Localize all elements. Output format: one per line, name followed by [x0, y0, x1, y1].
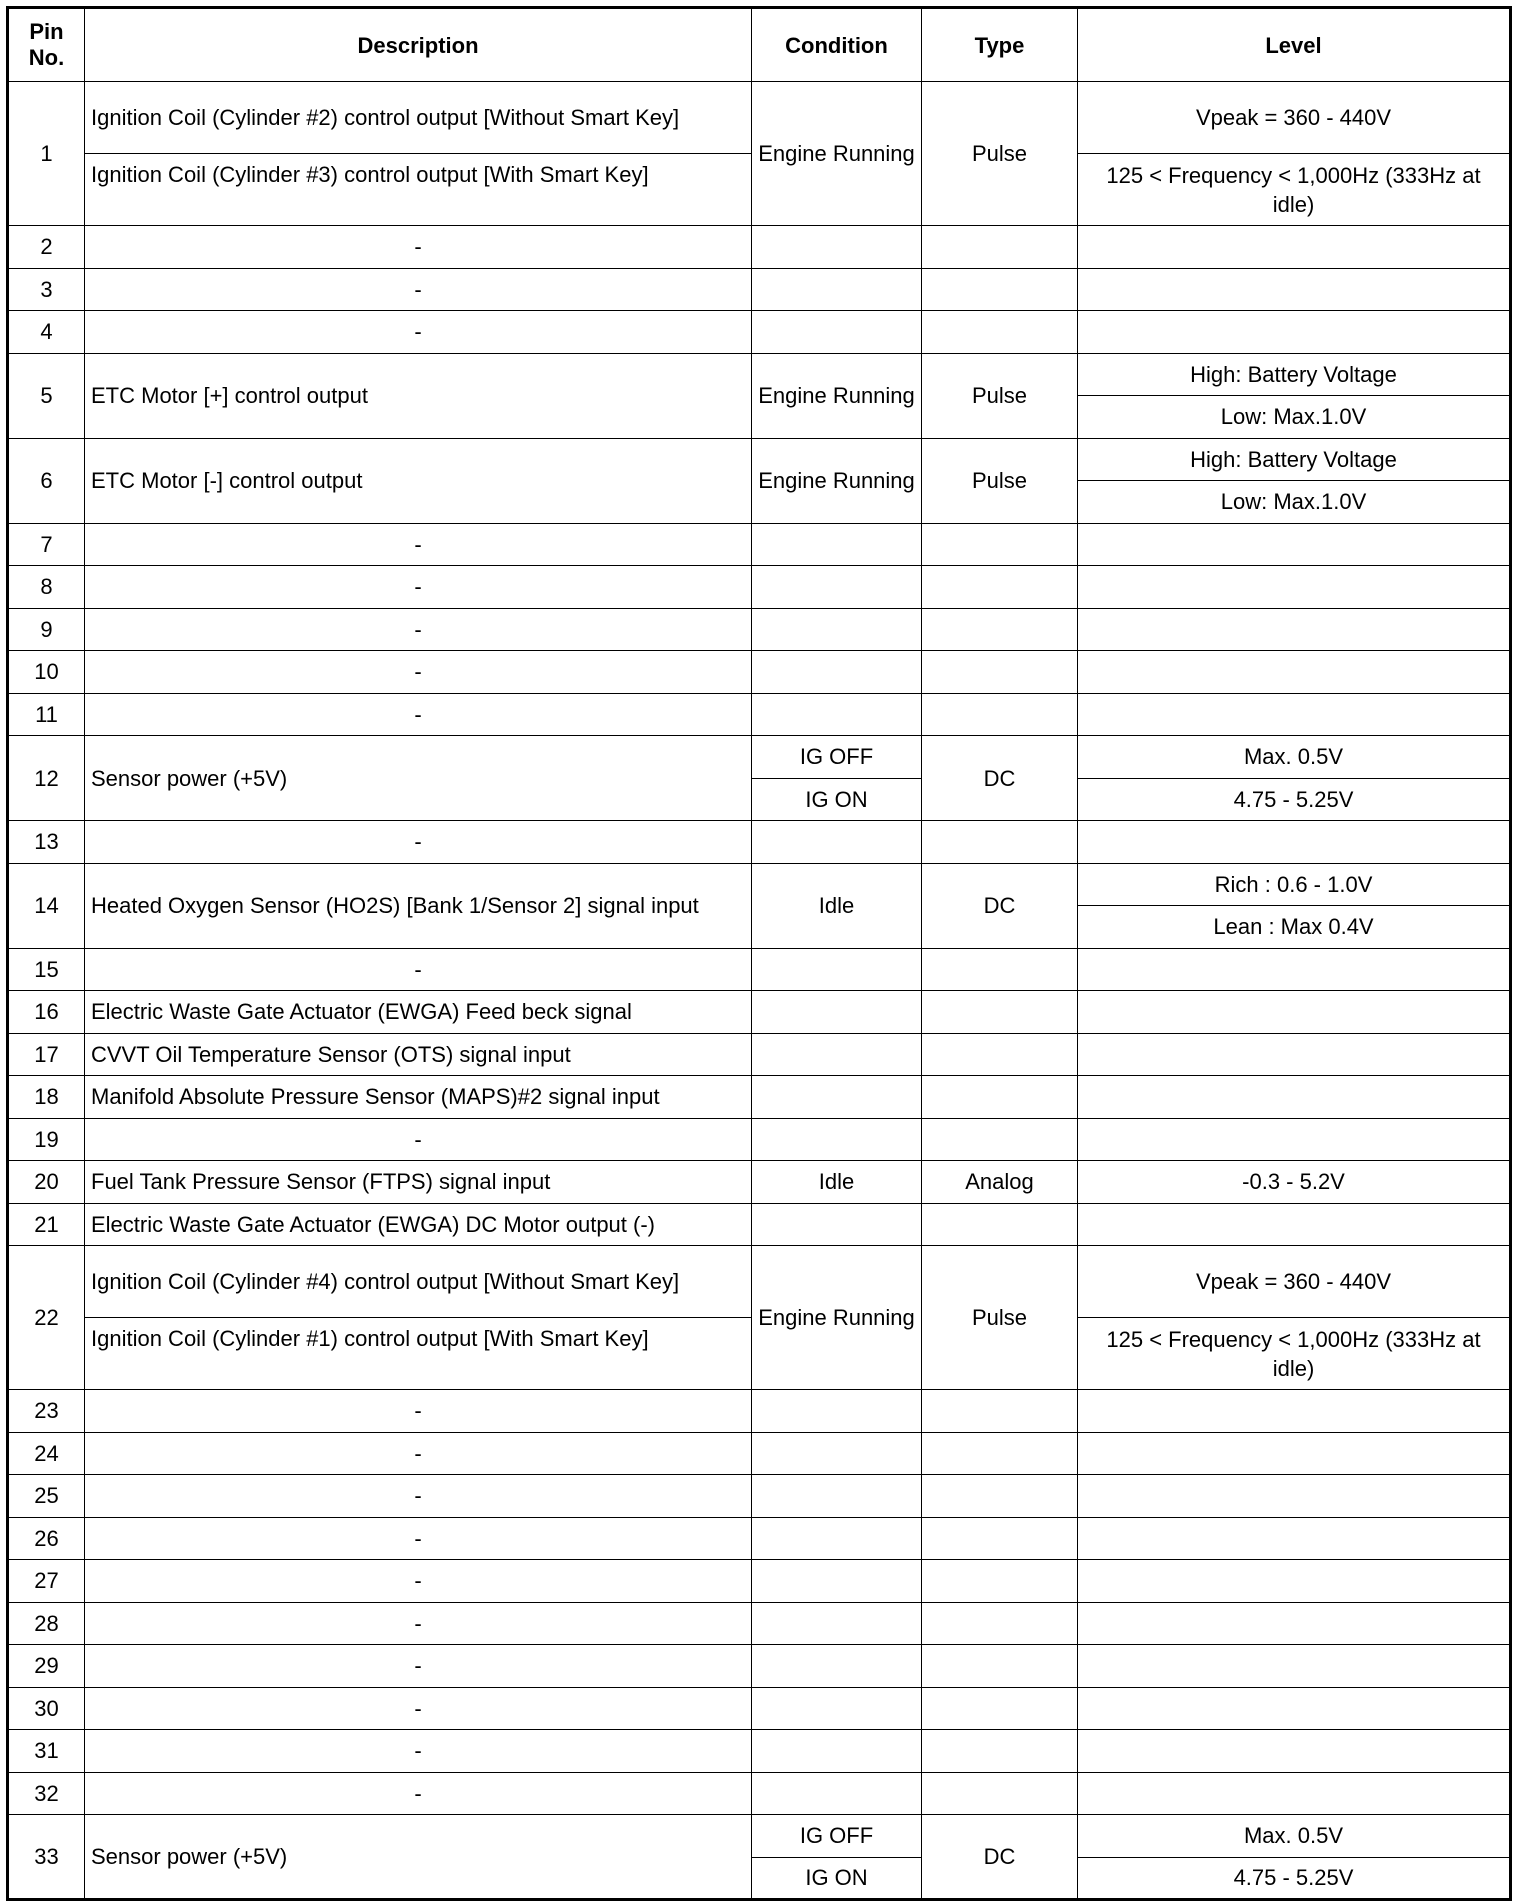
description-cell: Sensor power (+5V) [85, 736, 752, 821]
description-cell: - [85, 821, 752, 864]
pin-number: 2 [8, 226, 85, 269]
condition-cell [752, 1475, 922, 1518]
pin-number: 29 [8, 1645, 85, 1688]
pin-number: 26 [8, 1517, 85, 1560]
condition-cell [752, 991, 922, 1034]
level-cell [1078, 991, 1511, 1034]
condition-cell [752, 1730, 922, 1773]
type-cell: Pulse [922, 82, 1078, 226]
condition-cell: Engine Running [752, 353, 922, 438]
table-row [8, 1475, 1511, 1518]
pin-number: 23 [8, 1390, 85, 1433]
description-cell: - [85, 268, 752, 311]
pin-number: 28 [8, 1602, 85, 1645]
pin-number: 20 [8, 1161, 85, 1204]
table-row [8, 1076, 1511, 1119]
level-cell: High: Battery Voltage [1078, 353, 1511, 396]
condition-cell: Engine Running [752, 82, 922, 226]
table-row [8, 1815, 1511, 1858]
pin-number: 14 [8, 863, 85, 948]
pin-number: 32 [8, 1772, 85, 1815]
level-cell [1078, 821, 1511, 864]
type-cell [922, 1076, 1078, 1119]
type-cell [922, 1033, 1078, 1076]
level-cell: 125 < Frequency < 1,000Hz (333Hz at idle) [1078, 1318, 1511, 1390]
type-cell: DC [922, 863, 1078, 948]
type-cell [922, 608, 1078, 651]
table-row [8, 438, 1511, 481]
condition-cell: Engine Running [752, 1246, 922, 1390]
condition-cell [752, 1560, 922, 1603]
pin-number: 22 [8, 1246, 85, 1390]
pin-number: 31 [8, 1730, 85, 1773]
type-cell [922, 1432, 1078, 1475]
level-cell [1078, 1390, 1511, 1433]
pin-number: 18 [8, 1076, 85, 1119]
description-cell: - [85, 1730, 752, 1773]
pin-number: 24 [8, 1432, 85, 1475]
table-row [8, 863, 1511, 906]
table-row [8, 991, 1511, 1034]
description-cell: - [85, 311, 752, 354]
table-row [8, 1730, 1511, 1773]
table-row [8, 1772, 1511, 1815]
condition-cell [752, 1390, 922, 1433]
description-cell: - [85, 1602, 752, 1645]
condition-cell [752, 1772, 922, 1815]
condition-cell [752, 226, 922, 269]
pin-number: 6 [8, 438, 85, 523]
table-row [8, 1203, 1511, 1246]
header-type: Type [922, 8, 1078, 82]
table-row [8, 1687, 1511, 1730]
pin-number: 4 [8, 311, 85, 354]
type-cell [922, 1203, 1078, 1246]
level-cell: Rich : 0.6 - 1.0V [1078, 863, 1511, 906]
level-cell [1078, 566, 1511, 609]
table-row [8, 736, 1511, 779]
level-cell: Max. 0.5V [1078, 736, 1511, 779]
description-cell: Electric Waste Gate Actuator (EWGA) DC Motor output (-) [85, 1203, 752, 1246]
condition-cell [752, 821, 922, 864]
pin-number: 17 [8, 1033, 85, 1076]
table-row [8, 608, 1511, 651]
condition-cell [752, 948, 922, 991]
condition-cell [752, 1203, 922, 1246]
level-cell [1078, 1076, 1511, 1119]
description-cell: CVVT Oil Temperature Sensor (OTS) signal input [85, 1033, 752, 1076]
table-row [8, 82, 1511, 154]
description-cell: - [85, 1390, 752, 1433]
pin-number: 25 [8, 1475, 85, 1518]
condition-cell [752, 651, 922, 694]
description-cell: - [85, 1475, 752, 1518]
description-cell: ETC Motor [-] control output [85, 438, 752, 523]
pin-number: 3 [8, 268, 85, 311]
table-row [8, 1161, 1511, 1204]
level-cell [1078, 1602, 1511, 1645]
pin-number: 5 [8, 353, 85, 438]
description-cell: - [85, 566, 752, 609]
type-cell: Pulse [922, 438, 1078, 523]
condition-cell [752, 1118, 922, 1161]
level-cell [1078, 693, 1511, 736]
type-cell [922, 566, 1078, 609]
level-cell: Lean : Max 0.4V [1078, 906, 1511, 949]
header-condition: Condition [752, 8, 922, 82]
condition-cell: IG ON [752, 1857, 922, 1900]
type-cell [922, 1390, 1078, 1433]
pin-number: 10 [8, 651, 85, 694]
table-row [8, 1645, 1511, 1688]
condition-cell [752, 268, 922, 311]
condition-cell [752, 693, 922, 736]
condition-cell [752, 1517, 922, 1560]
pin-number: 21 [8, 1203, 85, 1246]
condition-cell [752, 1687, 922, 1730]
condition-cell [752, 1602, 922, 1645]
level-cell: -0.3 - 5.2V [1078, 1161, 1511, 1204]
type-cell [922, 1645, 1078, 1688]
table-row [8, 226, 1511, 269]
header-row [8, 8, 1511, 82]
condition-cell [752, 1432, 922, 1475]
table-row [8, 1033, 1511, 1076]
description-cell: - [85, 608, 752, 651]
header-level: Level [1078, 8, 1511, 82]
level-cell: Vpeak = 360 - 440V [1078, 82, 1511, 154]
table-row [8, 1118, 1511, 1161]
level-cell [1078, 268, 1511, 311]
condition-cell [752, 566, 922, 609]
level-cell: Low: Max.1.0V [1078, 396, 1511, 439]
condition-cell [752, 1033, 922, 1076]
table-row [8, 1432, 1511, 1475]
condition-cell: Idle [752, 863, 922, 948]
type-cell [922, 226, 1078, 269]
pin-number: 19 [8, 1118, 85, 1161]
pin-number: 33 [8, 1815, 85, 1900]
description-cell: Ignition Coil (Cylinder #2) control output [Without Smart Key] [85, 82, 752, 154]
condition-cell [752, 608, 922, 651]
level-cell: Vpeak = 360 - 440V [1078, 1246, 1511, 1318]
type-cell [922, 1730, 1078, 1773]
pin-number: 27 [8, 1560, 85, 1603]
type-cell [922, 311, 1078, 354]
pin-number: 7 [8, 523, 85, 566]
pin-number: 12 [8, 736, 85, 821]
table-row [8, 948, 1511, 991]
table-row [8, 311, 1511, 354]
level-cell [1078, 1203, 1511, 1246]
description-cell: - [85, 1687, 752, 1730]
type-cell: Pulse [922, 1246, 1078, 1390]
pin-table [6, 6, 1512, 1901]
type-cell [922, 991, 1078, 1034]
table-row [8, 693, 1511, 736]
description-cell: Sensor power (+5V) [85, 1815, 752, 1900]
condition-cell [752, 1076, 922, 1119]
table-row [8, 821, 1511, 864]
level-cell [1078, 1432, 1511, 1475]
table-row [8, 353, 1511, 396]
type-cell [922, 1560, 1078, 1603]
table-body [8, 82, 1511, 1900]
description-cell: Fuel Tank Pressure Sensor (FTPS) signal input [85, 1161, 752, 1204]
header-description: Description [85, 8, 752, 82]
pin-number: 1 [8, 82, 85, 226]
table-row [8, 651, 1511, 694]
condition-cell: IG OFF [752, 736, 922, 779]
level-cell [1078, 1730, 1511, 1773]
level-cell: 125 < Frequency < 1,000Hz (333Hz at idle) [1078, 154, 1511, 226]
description-cell: Electric Waste Gate Actuator (EWGA) Feed beck signal [85, 991, 752, 1034]
level-cell [1078, 226, 1511, 269]
level-cell: Max. 0.5V [1078, 1815, 1511, 1858]
description-cell: Heated Oxygen Sensor (HO2S) [Bank 1/Sensor 2] signal input [85, 863, 752, 948]
table-row [8, 1560, 1511, 1603]
table-row [8, 1517, 1511, 1560]
condition-cell [752, 523, 922, 566]
level-cell [1078, 1772, 1511, 1815]
type-cell: Analog [922, 1161, 1078, 1204]
description-cell: Manifold Absolute Pressure Sensor (MAPS)#2 signal input [85, 1076, 752, 1119]
description-cell: - [85, 1432, 752, 1475]
pin-number: 11 [8, 693, 85, 736]
level-cell [1078, 1560, 1511, 1603]
description-cell: - [85, 1772, 752, 1815]
type-cell [922, 1475, 1078, 1518]
description-cell: Ignition Coil (Cylinder #4) control output [Without Smart Key] [85, 1246, 752, 1318]
level-cell [1078, 1033, 1511, 1076]
type-cell: DC [922, 736, 1078, 821]
condition-cell: IG ON [752, 778, 922, 821]
type-cell [922, 523, 1078, 566]
level-cell [1078, 1475, 1511, 1518]
type-cell [922, 1687, 1078, 1730]
table-row [8, 566, 1511, 609]
type-cell [922, 821, 1078, 864]
level-cell [1078, 1517, 1511, 1560]
type-cell [922, 1517, 1078, 1560]
type-cell [922, 1118, 1078, 1161]
description-cell: ETC Motor [+] control output [85, 353, 752, 438]
table-row [8, 1246, 1511, 1318]
description-cell: Ignition Coil (Cylinder #3) control output [With Smart Key] [85, 154, 752, 226]
table-row [8, 523, 1511, 566]
header-pin: Pin No. [8, 8, 85, 82]
type-cell: DC [922, 1815, 1078, 1900]
condition-cell: IG OFF [752, 1815, 922, 1858]
description-cell: - [85, 1645, 752, 1688]
table-row [8, 1602, 1511, 1645]
pin-number: 15 [8, 948, 85, 991]
level-cell [1078, 523, 1511, 566]
description-cell: - [85, 1517, 752, 1560]
level-cell [1078, 608, 1511, 651]
pin-number: 9 [8, 608, 85, 651]
level-cell [1078, 1645, 1511, 1688]
description-cell: - [85, 1118, 752, 1161]
type-cell [922, 693, 1078, 736]
condition-cell [752, 1645, 922, 1688]
type-cell [922, 268, 1078, 311]
type-cell [922, 1602, 1078, 1645]
level-cell: 4.75 - 5.25V [1078, 1857, 1511, 1900]
pin-number: 16 [8, 991, 85, 1034]
description-cell: - [85, 523, 752, 566]
condition-cell: Engine Running [752, 438, 922, 523]
description-cell: - [85, 226, 752, 269]
type-cell: Pulse [922, 353, 1078, 438]
type-cell [922, 948, 1078, 991]
level-cell [1078, 1687, 1511, 1730]
level-cell: High: Battery Voltage [1078, 438, 1511, 481]
condition-cell: Idle [752, 1161, 922, 1204]
description-cell: - [85, 1560, 752, 1603]
level-cell: Low: Max.1.0V [1078, 481, 1511, 524]
condition-cell [752, 311, 922, 354]
description-cell: - [85, 693, 752, 736]
table-row [8, 1390, 1511, 1433]
table-row [8, 268, 1511, 311]
type-cell [922, 1772, 1078, 1815]
pin-number: 30 [8, 1687, 85, 1730]
description-cell: - [85, 948, 752, 991]
level-cell [1078, 311, 1511, 354]
level-cell [1078, 1118, 1511, 1161]
description-cell: - [85, 651, 752, 694]
type-cell [922, 651, 1078, 694]
level-cell [1078, 948, 1511, 991]
pin-number: 13 [8, 821, 85, 864]
description-cell: Ignition Coil (Cylinder #1) control output [With Smart Key] [85, 1318, 752, 1390]
level-cell [1078, 651, 1511, 694]
pin-number: 8 [8, 566, 85, 609]
level-cell: 4.75 - 5.25V [1078, 778, 1511, 821]
